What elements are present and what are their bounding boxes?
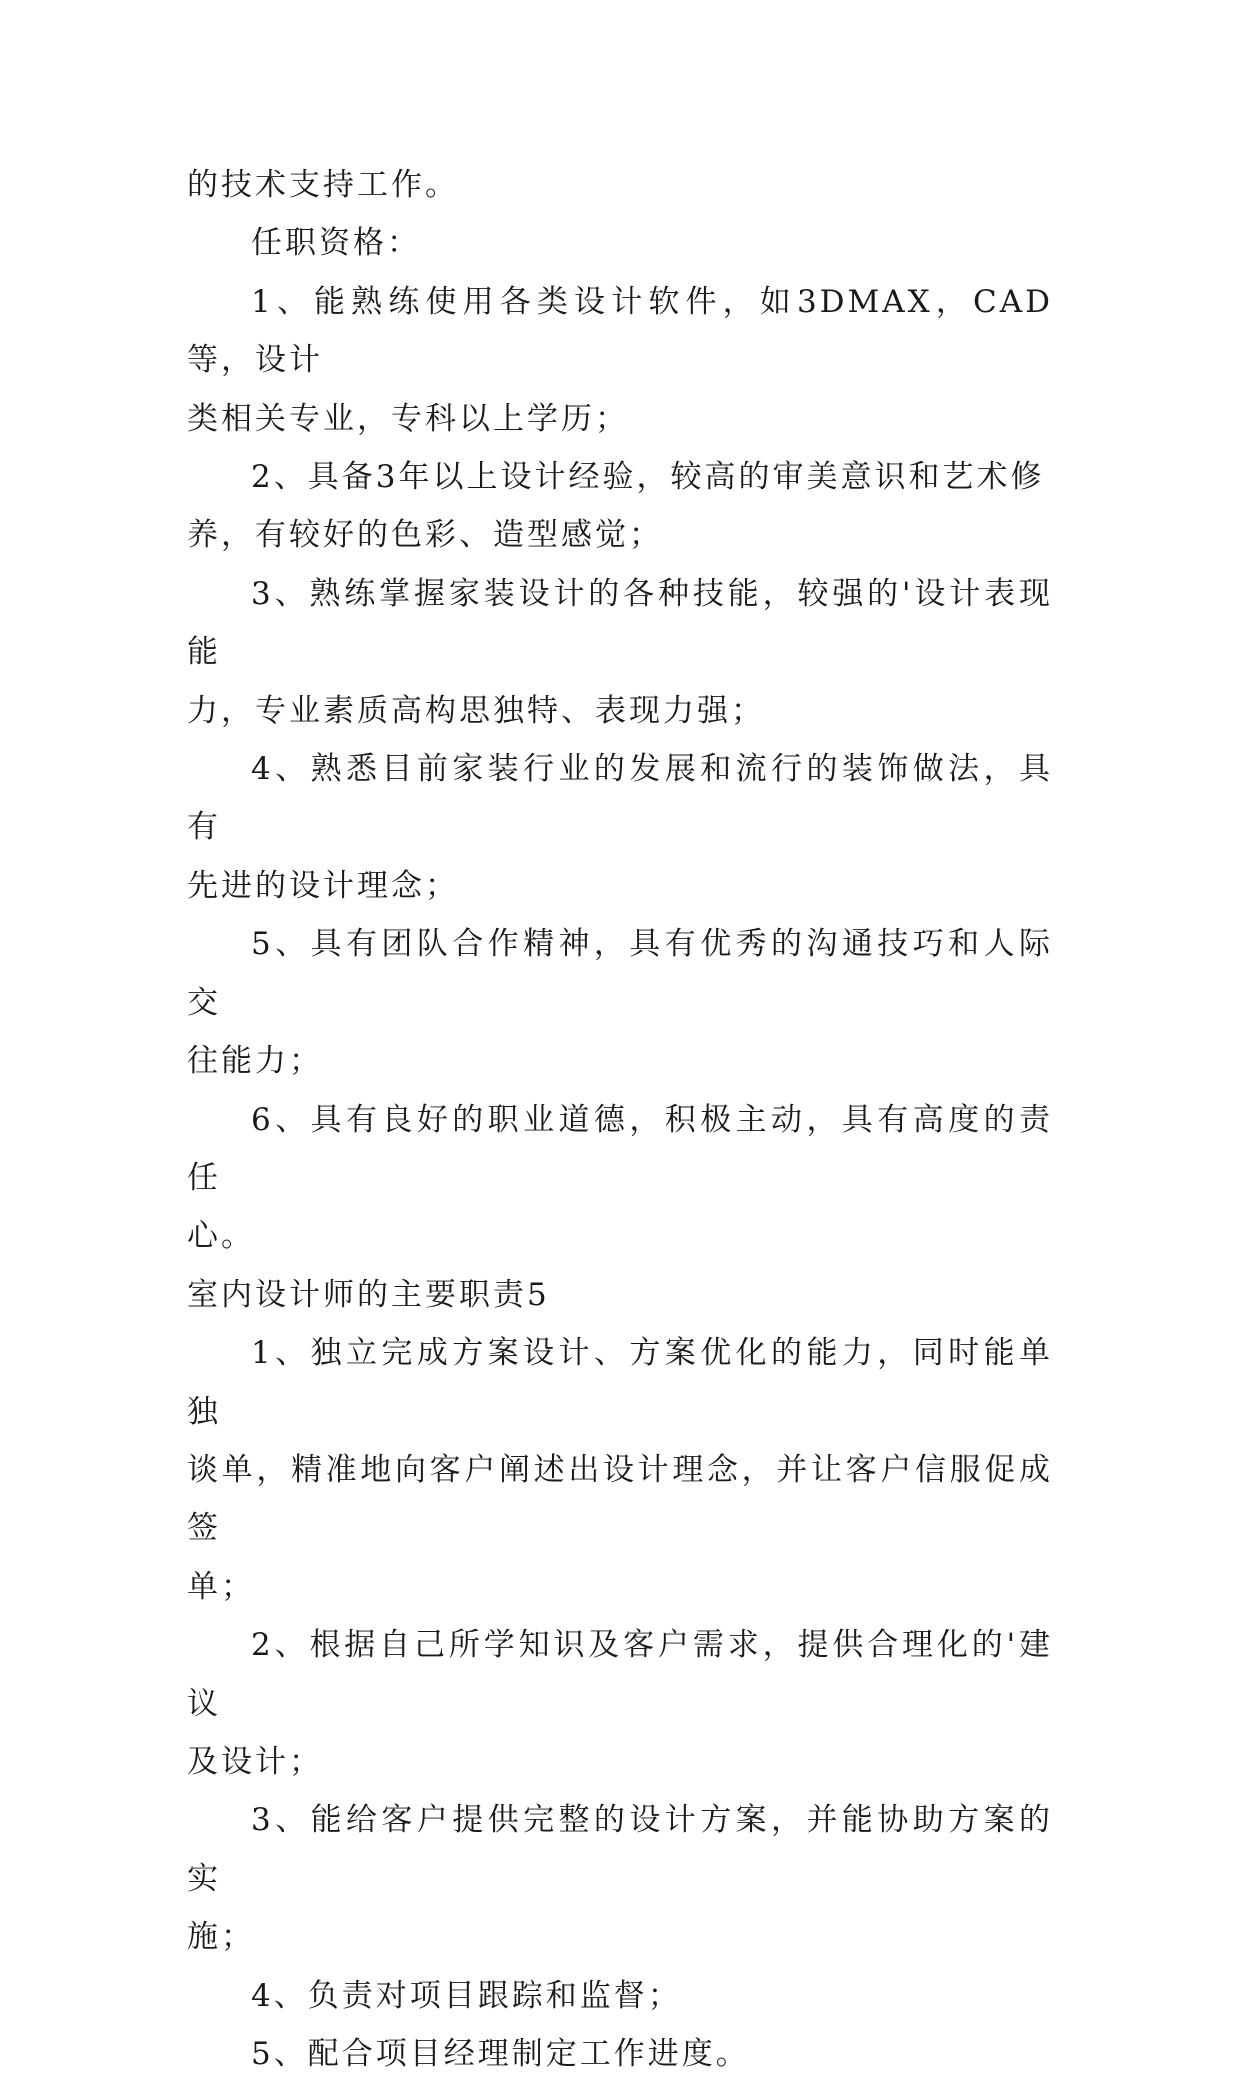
- qualification-item-4-line-2: 先进的设计理念；: [187, 867, 459, 904]
- qualification-item-5-line-1: 5、具有团队合作精神，具有优秀的沟通技巧和人际交: [187, 926, 1053, 1021]
- duty-item-3-line-1: 3、能给客户提供完整的设计方案，并能协助方案的实: [187, 1802, 1053, 1897]
- duty-item-1-line-1: 1、独立完成方案设计、方案优化的能力，同时能单独: [187, 1335, 1053, 1430]
- qualification-item-2-line-2: 养，有较好的色彩、造型感觉；: [187, 517, 663, 554]
- qualification-item-6-line-1: 6、具有良好的职业道德，积极主动，具有高度的责任: [187, 1101, 1053, 1196]
- document-body: [187, 156, 1053, 2083]
- qualification-item-5-line-2: 往能力；: [187, 1043, 323, 1080]
- qualification-item-3-line-1: 3、熟练掌握家装设计的各种技能，较强的'设计表现能: [187, 575, 1053, 671]
- section-title: 室内设计师的主要职责5: [187, 1276, 550, 1313]
- qualification-item-4-line-1: 4、熟悉目前家装行业的发展和流行的装饰做法，具有: [187, 751, 1053, 846]
- duty-item-2-line-1: 2、根据自己所学知识及客户需求，提供合理化的'建议: [187, 1627, 1053, 1722]
- duty-item-1-line-2: 谈单，精准地向客户阐述出设计理念，并让客户信服促成签: [187, 1451, 1053, 1547]
- duty-item-5: 5、配合项目经理制定工作进度。: [251, 2036, 750, 2072]
- duty-item-3-line-2: 施；: [187, 1919, 255, 1956]
- duty-item-2-line-2: 及设计；: [187, 1743, 323, 1780]
- qualifications-heading: 任职资格：: [251, 225, 421, 262]
- qualification-item-3-line-2: 力，专业素质高构思独特、表现力强；: [187, 692, 765, 729]
- qualification-item-6-line-2: 心。: [187, 1218, 255, 1255]
- duty-item-1-line-3: 单；: [187, 1568, 255, 1605]
- qualification-item-1-line-1: 1、能熟练使用各类设计软件，如3DMAX，CAD等，设计: [187, 283, 1053, 379]
- continuation-paragraph: 的技术支持工作。: [187, 167, 459, 203]
- duty-item-4: 4、负责对项目跟踪和监督；: [251, 1977, 682, 2014]
- qualification-item-1-line-2: 类相关专业，专科以上学历；: [187, 400, 629, 437]
- qualification-item-2-line-1: 2、具备3年以上设计经验，较高的审美意识和艺术修: [251, 459, 1045, 496]
